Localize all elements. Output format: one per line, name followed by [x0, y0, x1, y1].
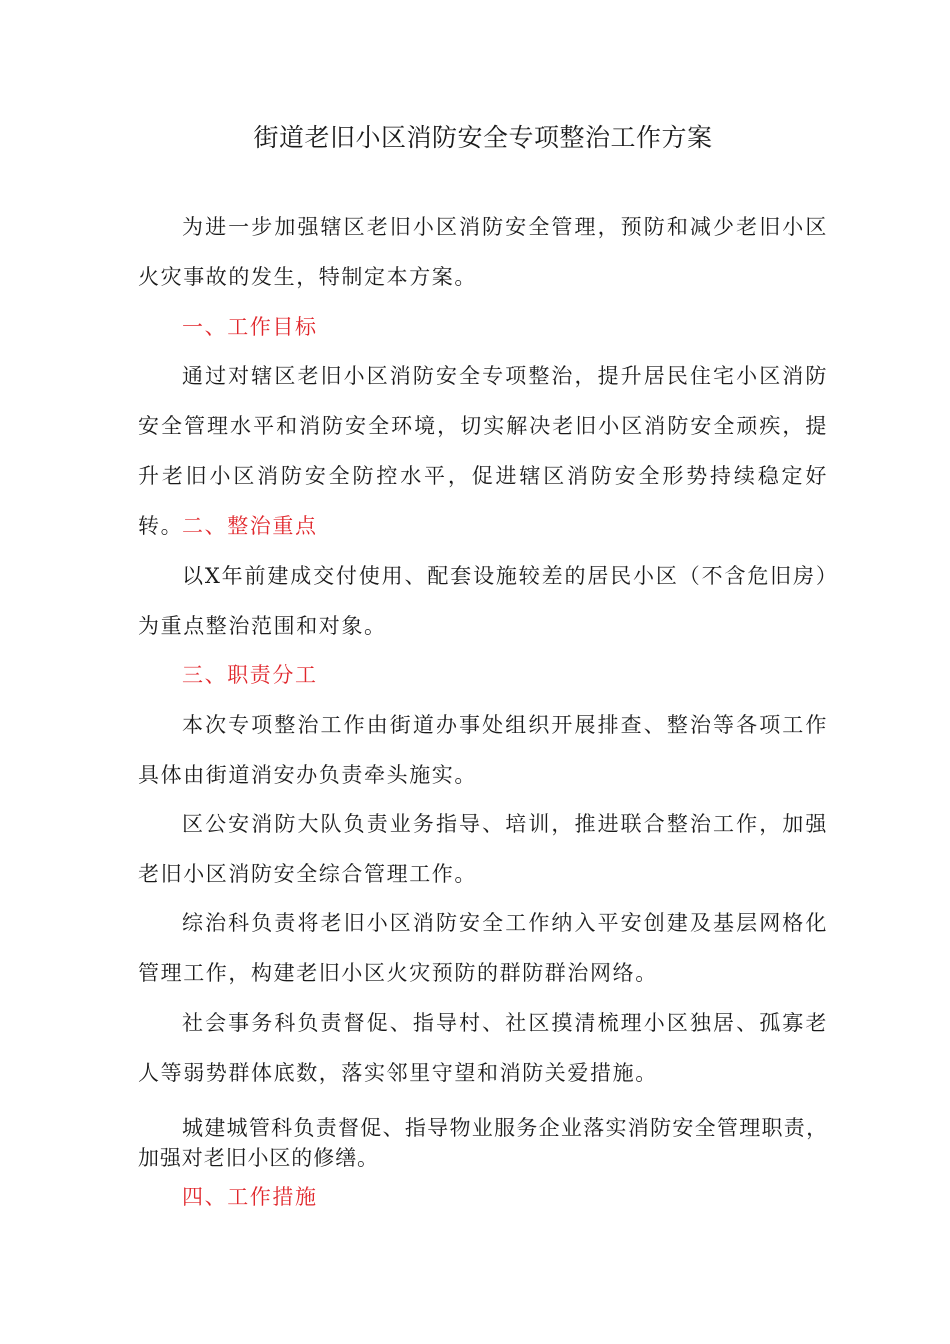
- duties-paragraph-3: 综治科负责将老旧小区消防安全工作纳入平安创建及基层网格化管理工作，构建老旧小区火灾预防的群防群治网络。: [138, 911, 828, 985]
- intro-paragraph: 为进一步加强辖区老旧小区消防安全管理，预防和减少老旧小区火灾事故的发生，特制定本方案。: [138, 215, 828, 289]
- document-title: 街道老旧小区消防安全专项整治工作方案: [253, 123, 713, 152]
- goals-paragraph: 通过对辖区老旧小区消防安全专项整治，提升居民住宅小区消防安全管理水平和消防安全环境，切实解决老旧小区消防安全顽疾，提升老旧小区消防安全防控水平，促进辖区消防安全形势持续稳定好转。: [138, 364, 828, 538]
- focus-paragraph: 以X年前建成交付使用、配套设施较差的居民小区（不含危旧房）为重点整治范围和对象。: [138, 564, 828, 638]
- duties-paragraph-2: 区公安消防大队负责业务指导、培训，推进联合整治工作，加强老旧小区消防安全综合管理工作。: [138, 812, 828, 886]
- section-heading-measures: 四、工作措施: [182, 1185, 318, 1209]
- section-heading-goals: 一、工作目标: [182, 315, 318, 339]
- duties-paragraph-4: 社会事务科负责督促、指导村、社区摸清梳理小区独居、孤寡老人等弱势群体底数，落实邻里守望和消防关爱措施。: [138, 1011, 828, 1085]
- section-heading-duties: 三、职责分工: [182, 663, 318, 687]
- duties-paragraph-5: 城建城管科负责督促、指导物业服务企业落实消防安全管理职责，加强对老旧小区的修缮。: [138, 1116, 828, 1170]
- duties-paragraph-1: 本次专项整治工作由街道办事处组织开展排查、整治等各项工作具体由街道消安办负责牵头施实。: [138, 713, 828, 787]
- section-heading-focus: 二、整治重点: [182, 514, 318, 538]
